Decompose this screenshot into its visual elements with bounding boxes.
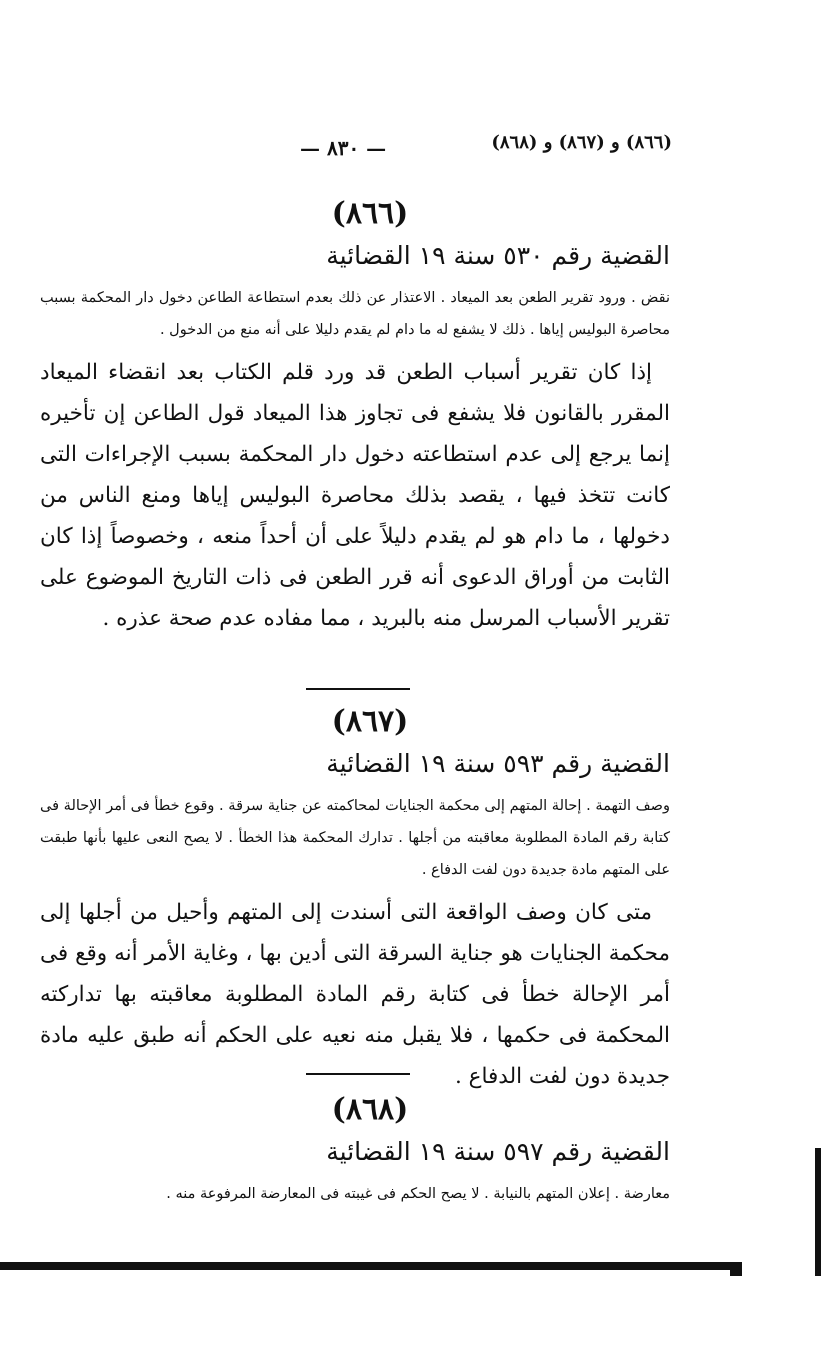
case-summary: نقض . ورود تقرير الطعن بعد الميعاد . الاعتذار عن ذلك بعدم استطاعة الطاعن دخول دار المحكمة بسبب محاصرة البوليس إياها . ذلك لا يشفع له ما دام لم يقدم دليلا على أنه منع من الدخول . [40, 290, 670, 338]
case-body: متى كان وصف الواقعة التى أسندت إلى المتهم وأحيل من أجلها إلى محكمة الجنايات هو جناية السرقة التى أدين بها ، وغاية الأمر أنه وقع فى أمر الإحالة خطأ فى كتابة رقم المادة المطلوبة معاقبته بها تداركته المحكمة فى حكمها ، فلا يقبل منه نعيه على الحكم أنه طبق عليه مادة جديدة دون لفت الدفاع . [40, 900, 670, 1089]
page-bottom-rule [0, 1262, 742, 1270]
case-868 [40, 1088, 670, 1216]
case-body: إذا كان تقرير أسباب الطعن قد ورد قلم الكتاب بعد انقضاء الميعاد المقرر بالقانون فلا يشفع فى تجاوز هذا الميعاد قول الطاعن إن تأخيره إنما يرجع إلى عدم استطاعته دخول دار المحكمة بسبب الإجراءات التى كانت تتخذ فيها ، يقصد بذلك محاصرة البوليس إياها ومنع الناس من دخولها ، ما دام هو لم يقدم دليلاً على أن أحداً منعه ، وخصوصاً إذا كان الثابت من أوراق الدعوى أنه قرر الطعن فى ذات التاريخ الموضوع على تقرير الأسباب المرسل منه بالبريد ، مما مفاده عدم صحة عذره . [40, 360, 670, 631]
case-summary: معارضة . إعلان المتهم بالنيابة . لا يصح الحكم فى غيبته فى المعارضة المرفوعة منه . [166, 1186, 670, 1202]
case-number: (٨٦٧) [331, 704, 409, 739]
case-title: القضية رقم ٥٩٧ سنة ١٩ القضائية [326, 1137, 670, 1166]
case-number: (٨٦٨) [331, 1092, 409, 1127]
case-title: القضية رقم ٥٣٠ سنة ١٩ القضائية [326, 241, 670, 270]
case-title: القضية رقم ٥٩٣ سنة ١٩ القضائية [326, 749, 670, 778]
page-number: — ٨٣٠ — [300, 136, 387, 160]
page-bottom-rule-end [730, 1262, 742, 1276]
case-866 [40, 192, 670, 639]
section-divider [306, 688, 410, 690]
page-edge-mark [815, 1148, 821, 1276]
section-divider [306, 1073, 410, 1075]
header-case-numbers: (٨٦٦) و (٨٦٧) و (٨٦٨) [491, 132, 672, 153]
case-number: (٨٦٦) [331, 196, 409, 231]
case-867 [40, 700, 670, 1097]
page-header [300, 132, 672, 162]
case-summary: وصف التهمة . إحالة المتهم إلى محكمة الجنايات لمحاكمته عن جناية سرقة . وقوع خطأ فى أمر الإحالة فى كتابة رقم المادة المطلوبة معاقبته من أجلها . تدارك المحكمة هذا الخطأ . لا يصح النعى عليها بأنها طبقت على المتهم مادة جديدة دون لفت الدفاع . [40, 798, 670, 878]
